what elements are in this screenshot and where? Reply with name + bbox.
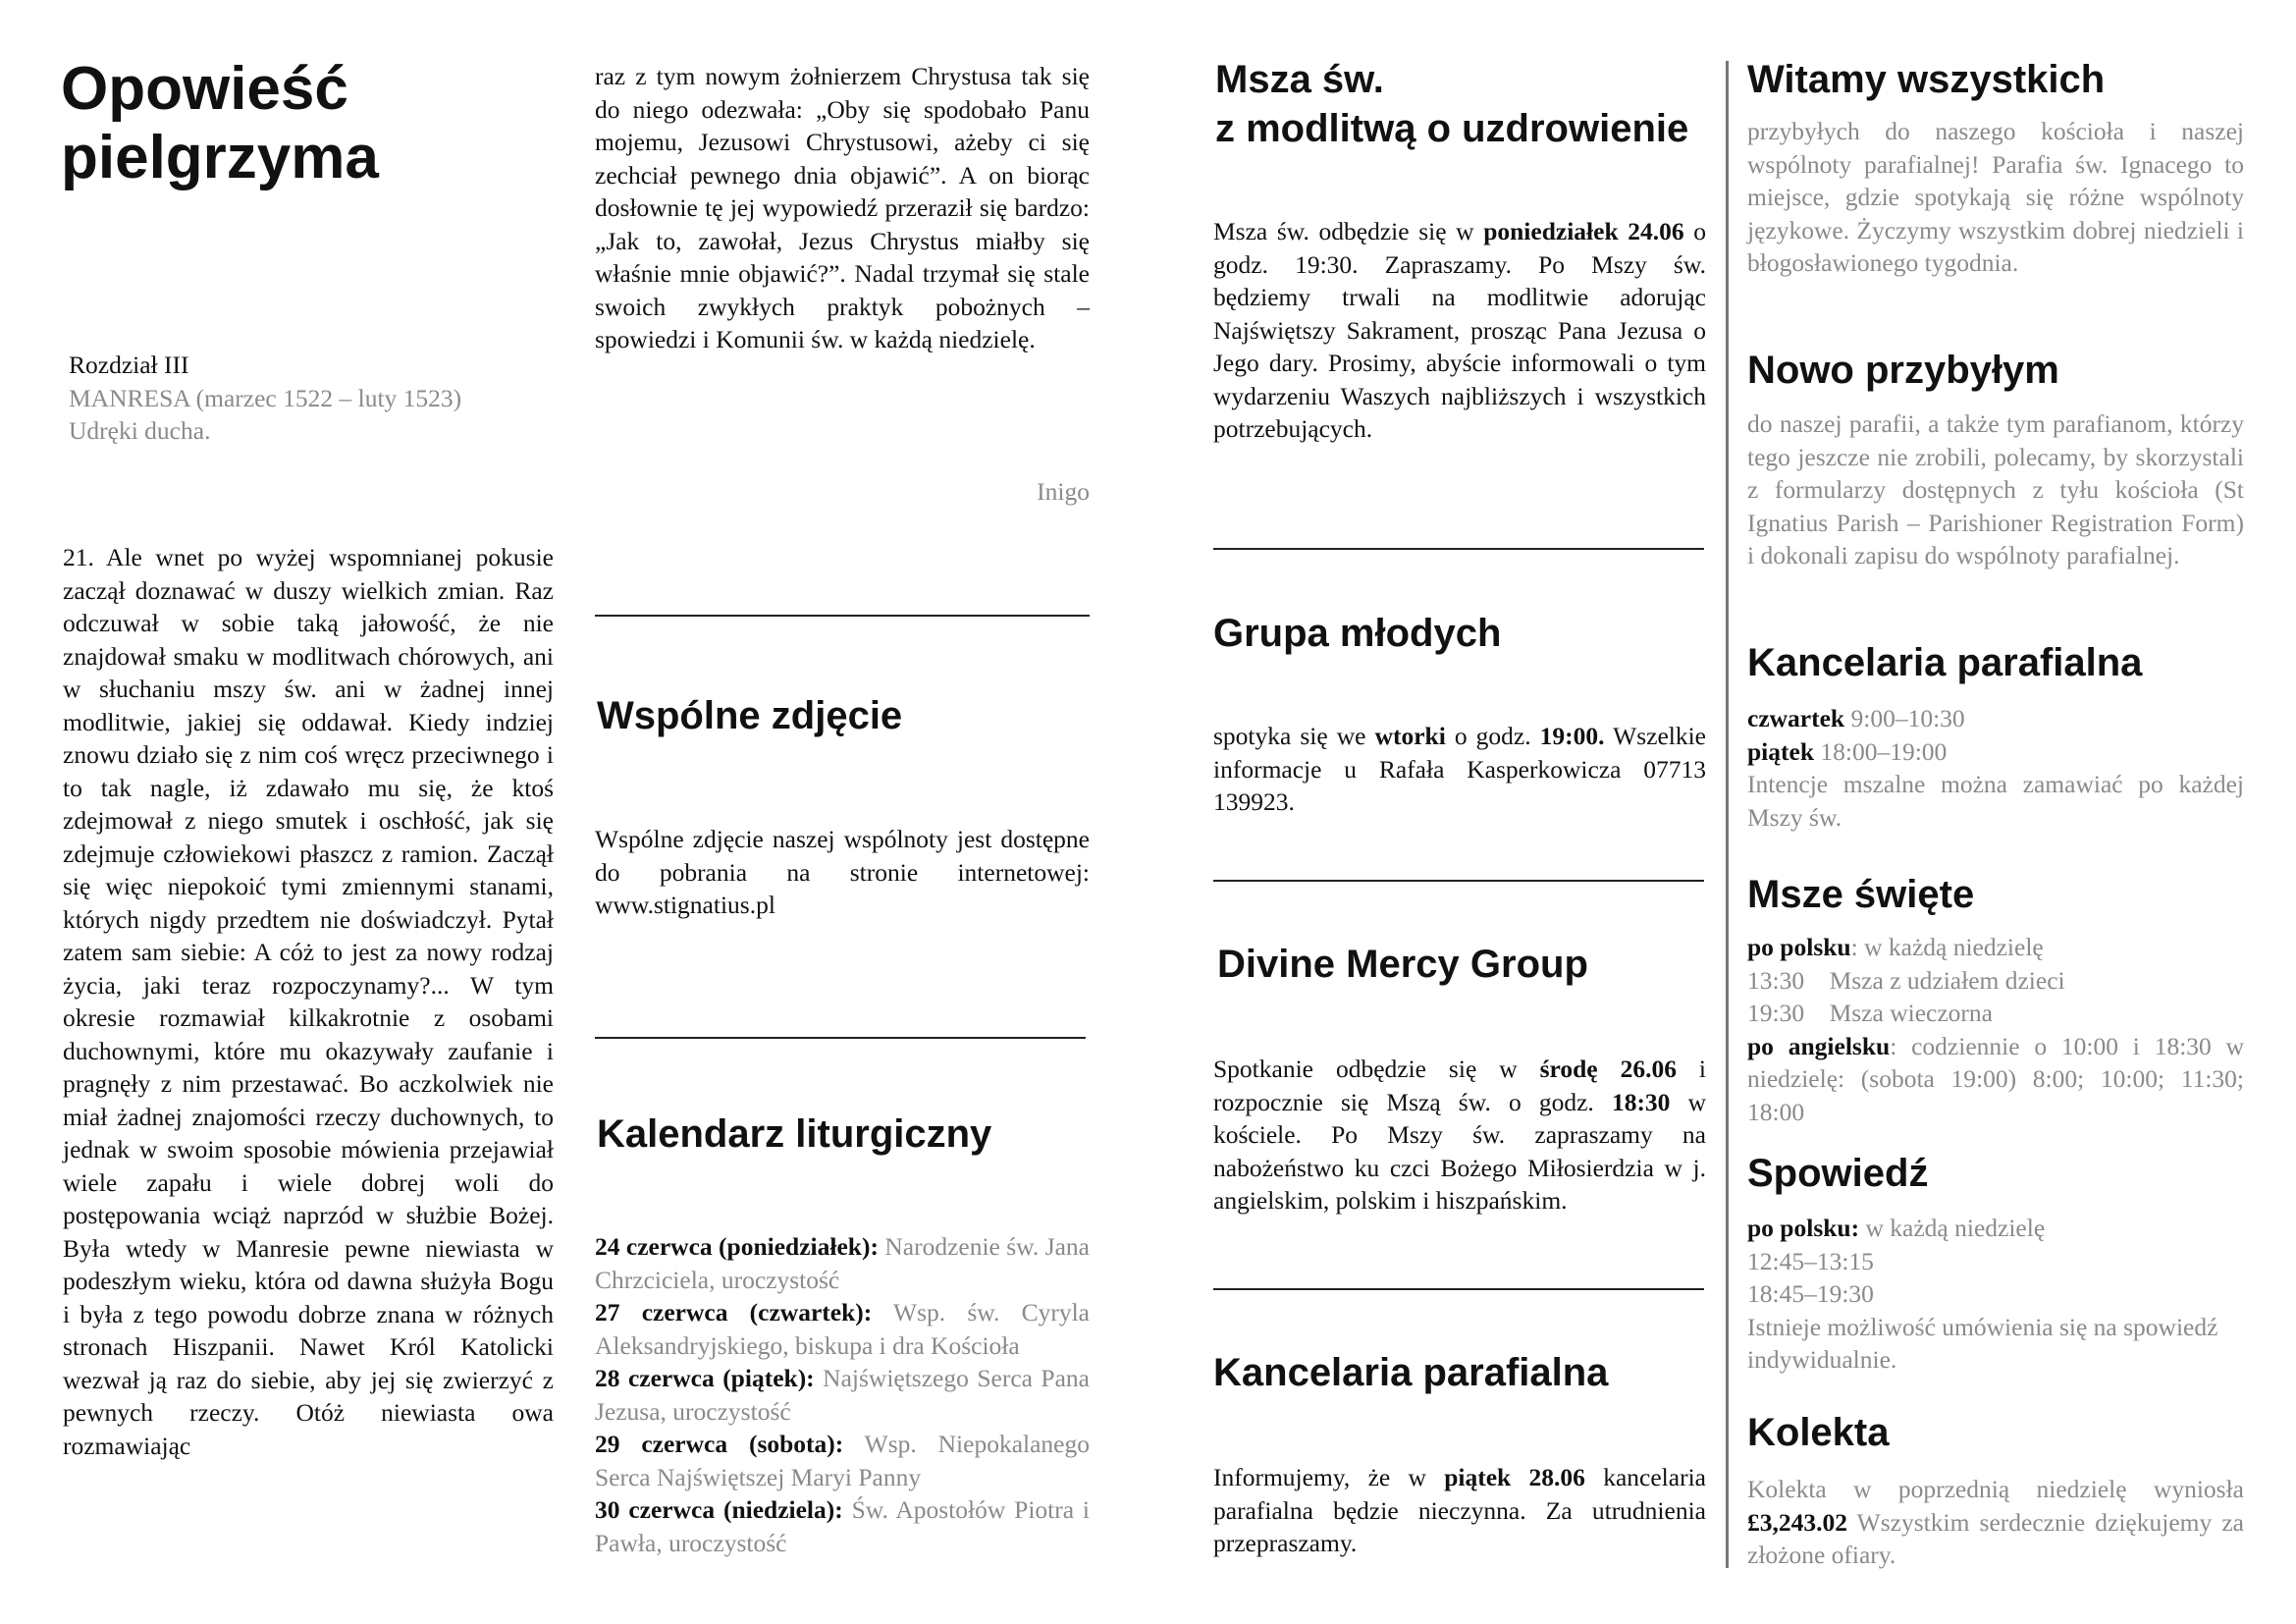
chapter-subtitle: MANRESA (marzec 1522 – luty 1523) [69, 383, 462, 412]
text-run: w każdą niedzielę [1859, 1214, 2046, 1242]
office-hours-heading: Kancelaria parafialna [1747, 641, 2143, 684]
youth-group-text [1213, 720, 1706, 819]
office-hours-note: Intencje mszalne można zamawiać po każdej Mszy św. [1747, 770, 2244, 832]
text-run-bold: piątek [1747, 736, 1815, 766]
article-signature: Inigo [1037, 477, 1090, 506]
office-hours-text [1747, 702, 2244, 834]
confession-line: Istnieje możliwość umówienia się na spowiedź indywidualnie. [1747, 1312, 2218, 1374]
welcome-heading: Witamy wszystkich [1747, 58, 2106, 101]
confession-line: 18:45–19:30 [1747, 1279, 1874, 1308]
divider [595, 1037, 1086, 1039]
calendar-heading: Kalendarz liturgiczny [597, 1112, 992, 1156]
masses-text [1747, 931, 2244, 1128]
chapter-subtitle-2: Udręki ducha. [69, 416, 211, 445]
healing-mass-text [1213, 215, 1706, 446]
article-title-line-1: Opowieść [61, 55, 348, 123]
divider [1213, 548, 1704, 550]
collection-heading: Kolekta [1747, 1411, 1890, 1454]
text-run-bold: czwartek [1747, 704, 1845, 732]
article-body-col2 [595, 60, 1090, 356]
text-run: i rozpocznie się Mszą św. o godz. [1213, 1055, 1706, 1116]
calendar-date: 28 czerwca (piątek): [595, 1364, 815, 1392]
calendar-item [595, 1296, 1090, 1362]
welcome-text [1747, 115, 2244, 280]
calendar-text: Św. Apostołów Piotra i Pawła, uroczystość [595, 1495, 1090, 1557]
article-body-col1 [63, 541, 554, 1462]
text-run-bold: 18:30 [1611, 1087, 1671, 1116]
text-run: o godz. [1445, 722, 1540, 750]
photo-paragraph: Wspólne zdjęcie naszej wspólnoty jest dostępne do pobrania na stronie internetowej: www.stignatius.pl [595, 825, 1090, 919]
confession-heading: Spowiedź [1747, 1152, 1929, 1195]
column-separator [1726, 61, 1729, 1568]
text-run: Informujemy, że w [1213, 1463, 1445, 1491]
calendar-date: 24 czerwca (poniedziałek): [595, 1232, 879, 1261]
healing-mass-heading-line-1: Msza św. [1215, 58, 1384, 101]
photo-heading: Wspólne zdjęcie [597, 694, 903, 737]
healing-mass-paragraph [1213, 215, 1706, 446]
newcomers-text [1747, 407, 2244, 572]
calendar-text: Narodzenie św. Jana Chrzciciela, uroczystość [595, 1232, 1090, 1294]
text-run: : w każdą niedzielę [1850, 933, 2044, 961]
office-notice-text [1213, 1461, 1706, 1560]
newcomers-heading: Nowo przybyłym [1747, 349, 2059, 392]
text-run-bold: poniedziałek 24.06 [1483, 217, 1684, 245]
text-run-bold: piątek 28.06 [1444, 1463, 1585, 1491]
text-run: 18:00–19:00 [1814, 736, 1948, 766]
confession-line [1747, 1212, 2244, 1245]
collection-paragraph [1747, 1473, 2244, 1572]
office-notice-paragraph [1213, 1461, 1706, 1560]
masses-line: 13:30 Msza z udziałem dzieci [1747, 965, 2065, 995]
welcome-paragraph: przybyłych do naszego kościoła i naszej wspólnoty parafialnej! Parafia św. Ignacego to miejsce, gdzie spotykają się różne wspólnoty językowe. Życzymy wszystkim dobrej niedzieli i błogosławionego tygodnia. [1747, 117, 2244, 277]
article-paragraph: 21. Ale wnet po wyżej wspomnianej pokusie zaczął doznawać w duszy wielkich zmian. Raz odczuwał w sobie taką jałowość, że nie znajdował smaku w modlitwach chórowych, ani w słuchaniu mszy św. ani w żadnej innej modlitwie, jakiej się oddawał. Kiedy indziej znowu działo się z nim coś wręcz przeciwnego i to tak nagle, iż zdawało mu się, że ktoś zdejmował z niego smutek i oschłość, jak się zdejmuje człowiekowi płaszcz z ramion. Zaczął się więc niepokoić tymi zmiennymi stanami, których nigdy przedtem nie doświadczył. Pytał zatem sam siebie: A cóż to jest za nowy rodzaj życia, jaki teraz rozpoczynamy?... W tym okresie rozmawiał kilkakrotnie z osobami duchownymi, które mu okazywały zaufanie i pragnęły z nim przestawać. Bo aczkolwiek nie miał żadnej znajomości rzeczy duchownych, to jednak w swoim sposobie mówienia przejawiał wiele zapału i wiele dobrej woli do postępowania wciąż naprzód w służbie Bożej. Była wtedy w Manresie pewne niewiasta w podeszłym wieku, która od dawna służyła Bogu i była z tego powodu dobrze znana w różnych stronach Hiszpanii. Nawet Król Katolicki wezwał ją raz do siebie, aby jej się zwierzyć z pewnych rzeczy. Otóż niewiasta owa rozmawiając [63, 543, 554, 1460]
masses-line [1747, 1030, 2244, 1129]
youth-group-paragraph [1213, 720, 1706, 819]
text-run: Kolekta w poprzednią niedzielę wyniosła [1747, 1475, 2244, 1503]
youth-group-heading: Grupa młodych [1213, 612, 1502, 655]
article-paragraph-continued: raz z tym nowym żołnierzem Chrystusa tak się do niego odezwała: „Oby się spodobało Panu mojemu, Jezusowi Chrystusowi, ażeby ci się zechciał pewnego dnia objawić”. A on biorąc dosłownie tę jej wypowiedź przeraził się bardzo: „Jak to, zawołał, Jezus Chrystus miałby się właśnie mnie objawić?”. Nadal trzymał się stale swoich zwykłych praktyk pobożnych – spowiedzi i Komunii św. w każdą niedzielę. [595, 62, 1090, 353]
confession-text [1747, 1212, 2244, 1377]
text-run: Wszelkie informacje u Rafała Kasperkowicza 07713 139923. [1213, 722, 1707, 816]
office-hours-line [1747, 702, 2244, 735]
divine-mercy-paragraph [1213, 1053, 1706, 1218]
collection-text [1747, 1473, 2244, 1572]
calendar-date: 29 czerwca (sobota): [595, 1430, 844, 1458]
masses-line [1747, 931, 2244, 964]
calendar-item [595, 1428, 1090, 1493]
healing-mass-heading [1215, 55, 1688, 153]
text-run-bold: wtorki [1374, 722, 1446, 750]
calendar-text: Wsp. Niepokalanego Serca Najświętszej Maryi Panny [595, 1430, 1090, 1491]
divider [595, 615, 1090, 617]
chapter-info [69, 349, 530, 448]
masses-heading: Msze święte [1747, 873, 1975, 916]
masses-line: 19:30 Msza wieczorna [1747, 999, 1993, 1027]
calendar-date: 30 czerwca (niedziela): [595, 1495, 843, 1524]
calendar-text: Najświętszego Serca Pana Jezusa, uroczystość [595, 1364, 1090, 1426]
calendar-list [595, 1230, 1090, 1559]
calendar-item [595, 1493, 1090, 1559]
text-run-bold: £3,243.02 [1747, 1507, 1847, 1537]
text-run: Msza św. odbędzie się w [1213, 217, 1484, 245]
text-run: w kościele. Po Mszy św. zapraszamy na nabożeństwo ku czci Bożego Miłosierdzia w j. angielskim, polskim i hiszpańskim. [1213, 1087, 1706, 1215]
article-title [61, 55, 379, 192]
divine-mercy-heading: Divine Mercy Group [1217, 943, 1588, 986]
photo-text [595, 823, 1090, 922]
confession-line: 12:45–13:15 [1747, 1246, 1874, 1275]
text-run: o godz. 19:30. Zapraszamy. Po Mszy św. będziemy trwali na modlitwie adorując Najświętszy Sakrament, prosząc Pana Jezusa o Jego dary. Prosimy, abyście informowali o tym wydarzeniu Waszych najbliższych i wszystkich potrzebujących. [1213, 217, 1706, 443]
text-run: : codziennie o 10:00 i 18:30 w niedzielę: (sobota 19:00) 8:00; 10:00; 11:30; 18:00 [1747, 1031, 2244, 1126]
text-run: 9:00–10:30 [1844, 704, 1965, 732]
office-notice-heading: Kancelaria parafialna [1213, 1351, 1609, 1394]
divider [1213, 880, 1704, 882]
text-run-bold: 19:00. [1539, 722, 1605, 750]
text-run: spotyka się we [1213, 722, 1375, 750]
text-run-bold: po polsku [1747, 933, 1851, 961]
divine-mercy-text [1213, 1053, 1706, 1218]
calendar-item [595, 1230, 1090, 1296]
healing-mass-heading-line-2: z modlitwą o uzdrowienie [1215, 107, 1689, 150]
calendar-date: 27 czerwca (czwartek): [595, 1298, 873, 1326]
newcomers-paragraph: do naszej parafii, a także tym parafianom, którzy tego jeszcze nie zrobili, polecamy, by skorzystali z formularzy dostępnych z tyłu kościoła (St Ignatius Parish – Parishioner Registration Form) i dokonali zapisu do wspólnoty parafialnej. [1747, 409, 2244, 569]
text-run: Spotkanie odbędzie się w [1213, 1055, 1540, 1083]
office-hours-line [1747, 735, 2244, 769]
chapter-label: Rozdział III [69, 351, 189, 379]
calendar-text: Wsp. św. Cyryla Aleksandryjskiego, biskupa i dra Kościoła [595, 1298, 1091, 1360]
text-run: kancelaria parafialna będzie nieczynna. Za utrudnienia przepraszamy. [1213, 1463, 1706, 1557]
text-run-bold: środę 26.06 [1539, 1055, 1677, 1083]
text-run-bold: po angielsku [1747, 1031, 1891, 1060]
article-title-line-2: pielgrzyma [61, 124, 379, 191]
calendar-item [595, 1362, 1090, 1428]
text-run-bold: po polsku: [1747, 1214, 1860, 1242]
text-run: Wszystkim serdecznie dziękujemy za złożone ofiary. [1747, 1507, 2244, 1569]
divider [1213, 1288, 1704, 1290]
